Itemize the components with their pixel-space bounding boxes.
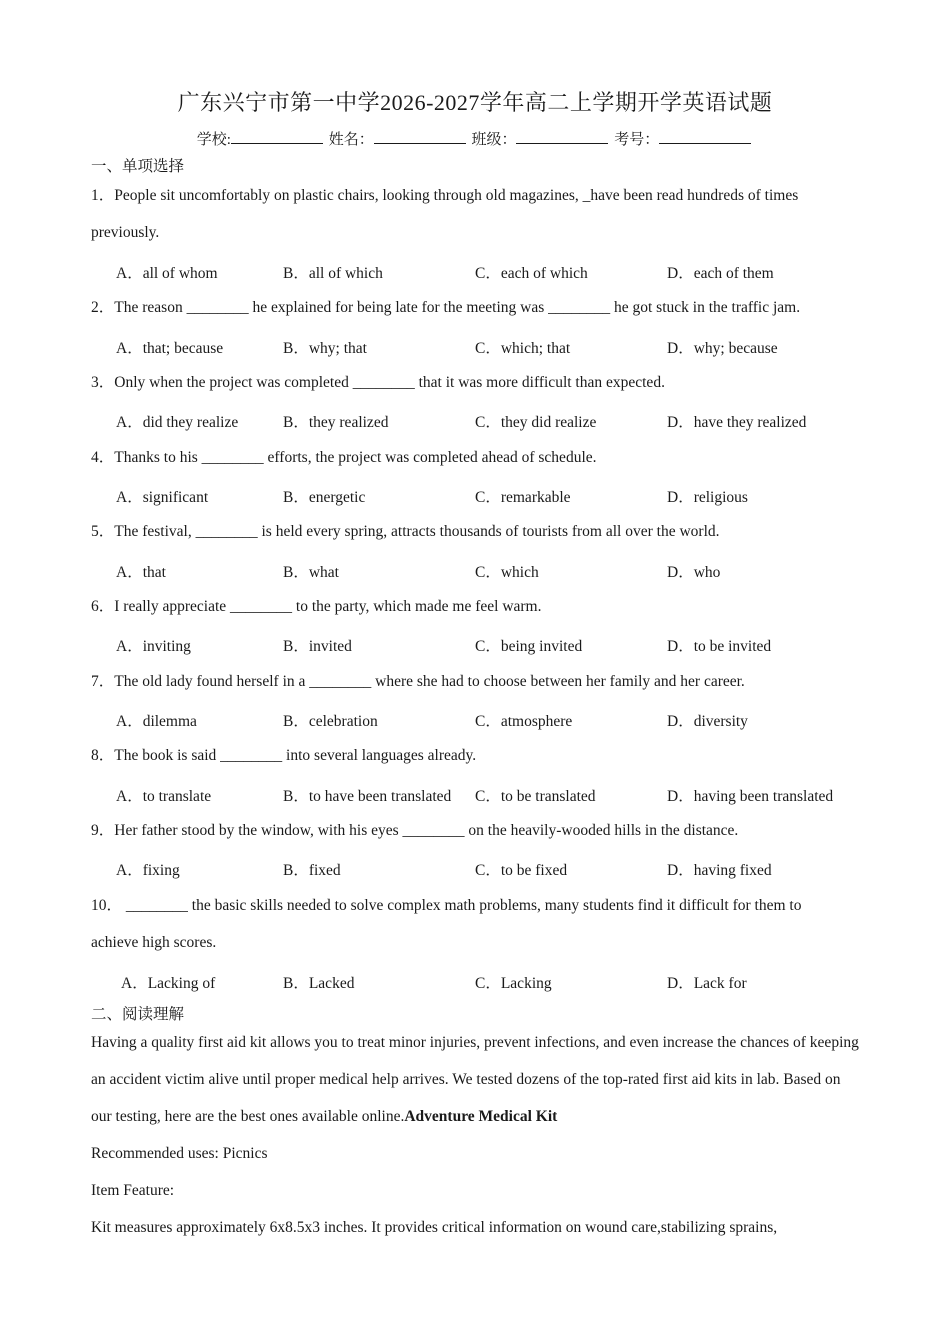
question-6-options xyxy=(0,634,950,656)
recommended-uses: Recommended uses: Picnics xyxy=(91,1145,268,1162)
question-8 xyxy=(91,737,871,774)
question-number: 1． xyxy=(91,187,115,204)
option-b[interactable]: B．invited xyxy=(283,638,352,655)
question-5-options xyxy=(0,560,950,582)
option-c[interactable]: C．remarkable xyxy=(475,489,571,506)
option-a[interactable]: A．that xyxy=(116,564,166,581)
option-c[interactable]: C．atmosphere xyxy=(475,713,573,730)
question-3 xyxy=(91,364,871,401)
option-b[interactable]: B．Lacked xyxy=(283,975,355,992)
option-d[interactable]: D．have they realized xyxy=(667,414,807,431)
question-text: I really appreciate ________ to the party, which made me feel warm. xyxy=(114,598,542,615)
student-info-row xyxy=(0,128,950,149)
question-text: The festival, ________ is held every spring, attracts thousands of tourists from all over the world. xyxy=(114,523,720,540)
option-a[interactable]: A．to translate xyxy=(116,788,212,805)
product-name: Adventure Medical Kit xyxy=(404,1108,558,1125)
question-4 xyxy=(91,439,871,476)
option-d[interactable]: D．why; because xyxy=(667,340,778,357)
question-number: 2． xyxy=(91,299,115,316)
question-number: 8． xyxy=(91,747,115,764)
section-title-single-choice: 一、单项选择 xyxy=(91,157,185,175)
option-d[interactable]: D．each of them xyxy=(667,265,774,282)
item-feature-label: Item Feature: xyxy=(91,1182,175,1199)
question-text: ________ the basic skills needed to solve complex math problems, many students find it difficult for them to xyxy=(122,897,802,914)
question-7 xyxy=(91,663,871,700)
question-9 xyxy=(91,812,871,849)
option-a[interactable]: A．did they realize xyxy=(116,414,239,431)
option-d[interactable]: D．Lack for xyxy=(667,975,747,992)
question-text: People sit uncomfortably on plastic chairs, looking through old magazines, _have been read hundreds of times xyxy=(114,187,799,204)
reading-intro-paragraph xyxy=(91,1024,861,1135)
option-d[interactable]: D．religious xyxy=(667,489,748,506)
question-text: The old lady found herself in a ________ where she had to choose between her family and her career. xyxy=(114,673,745,690)
option-d[interactable]: D．to be invited xyxy=(667,638,772,655)
option-a[interactable]: A．all of whom xyxy=(116,265,218,282)
question-text-continued: achieve high scores. xyxy=(91,934,217,951)
question-text-continued: previously. xyxy=(91,224,160,241)
option-c[interactable]: C．which xyxy=(475,564,539,581)
option-c[interactable]: C．to be translated xyxy=(475,788,596,805)
question-7-options xyxy=(0,709,950,731)
school-label: 学校: xyxy=(196,132,231,148)
question-number: 3． xyxy=(91,374,115,391)
question-text: The book is said ________ into several languages already. xyxy=(114,747,477,764)
option-c[interactable]: C．each of which xyxy=(475,265,588,282)
question-1-options xyxy=(0,261,950,283)
question-text: Her father stood by the window, with his eyes ________ on the heavily-wooded hills in the distance. xyxy=(114,822,739,839)
question-number: 5． xyxy=(91,523,115,540)
question-1 xyxy=(91,177,871,251)
question-number: 10． xyxy=(91,897,123,914)
intro-text: Having a quality first aid kit allows you to treat minor injuries, prevent infections, and even increase the chances of keeping an accident victim alive until proper medical help arrives. We tested dozens of the top-rated first aid kits in lab. Based on our testing, here are the best ones available online. xyxy=(91,1034,859,1125)
question-10 xyxy=(91,887,871,961)
question-4-options xyxy=(0,485,950,507)
question-number: 9． xyxy=(91,822,115,839)
option-a[interactable]: A．inviting xyxy=(116,638,191,655)
option-d[interactable]: D．who xyxy=(667,564,721,581)
question-2-options xyxy=(0,336,950,358)
option-a[interactable]: A．that; because xyxy=(116,340,224,357)
option-c[interactable]: C．Lacking xyxy=(475,975,552,992)
option-c[interactable]: C．to be fixed xyxy=(475,862,568,879)
option-b[interactable]: B．energetic xyxy=(283,489,366,506)
option-b[interactable]: B．celebration xyxy=(283,713,378,730)
question-number: 4． xyxy=(91,449,115,466)
option-d[interactable]: D．diversity xyxy=(667,713,748,730)
question-text: Thanks to his ________ efforts, the project was completed ahead of schedule. xyxy=(114,449,597,466)
exam-number-label: 考号： xyxy=(614,132,660,148)
option-d[interactable]: D．having fixed xyxy=(667,862,772,879)
question-number: 7． xyxy=(91,673,115,690)
question-10-options xyxy=(0,971,950,993)
option-b[interactable]: B．they realized xyxy=(283,414,389,431)
option-a[interactable]: A．significant xyxy=(116,489,209,506)
question-text: The reason ________ he explained for being late for the meeting was ________ he got stuck in the traffic jam. xyxy=(114,299,801,316)
exam-title: 广东兴宁市第一中学2026-2027学年高二上学期开学英语试题 xyxy=(177,90,773,115)
question-6 xyxy=(91,588,871,625)
option-d[interactable]: D．having been translated xyxy=(667,788,834,805)
question-3-options xyxy=(0,410,950,432)
option-c[interactable]: C．being invited xyxy=(475,638,583,655)
option-b[interactable]: B．why; that xyxy=(283,340,367,357)
option-a[interactable]: A．Lacking of xyxy=(121,975,216,992)
option-a[interactable]: A．fixing xyxy=(116,862,180,879)
option-b[interactable]: B．fixed xyxy=(283,862,341,879)
class-label: 班级： xyxy=(471,132,517,148)
question-8-options xyxy=(0,784,950,806)
item-feature-text: Kit measures approximately 6x8.5x3 inches. It provides critical information on wound care,stabilizing sprains, xyxy=(91,1219,778,1236)
class-blank[interactable] xyxy=(516,129,608,144)
school-blank[interactable] xyxy=(231,129,323,144)
section-title-reading: 二、阅读理解 xyxy=(91,1005,185,1023)
exam-number-blank[interactable] xyxy=(659,129,751,144)
option-b[interactable]: B．to have been translated xyxy=(283,788,452,805)
question-5 xyxy=(91,513,871,550)
option-b[interactable]: B．all of which xyxy=(283,265,383,282)
option-b[interactable]: B．what xyxy=(283,564,339,581)
question-text: Only when the project was completed ________ that it was more difficult than expected. xyxy=(114,374,665,391)
question-2 xyxy=(91,289,891,326)
question-9-options xyxy=(0,858,950,880)
question-number: 6． xyxy=(91,598,115,615)
name-blank[interactable] xyxy=(374,129,466,144)
option-c[interactable]: C．which; that xyxy=(475,340,571,357)
option-a[interactable]: A．dilemma xyxy=(116,713,197,730)
name-label: 姓名： xyxy=(328,132,374,148)
option-c[interactable]: C．they did realize xyxy=(475,414,597,431)
